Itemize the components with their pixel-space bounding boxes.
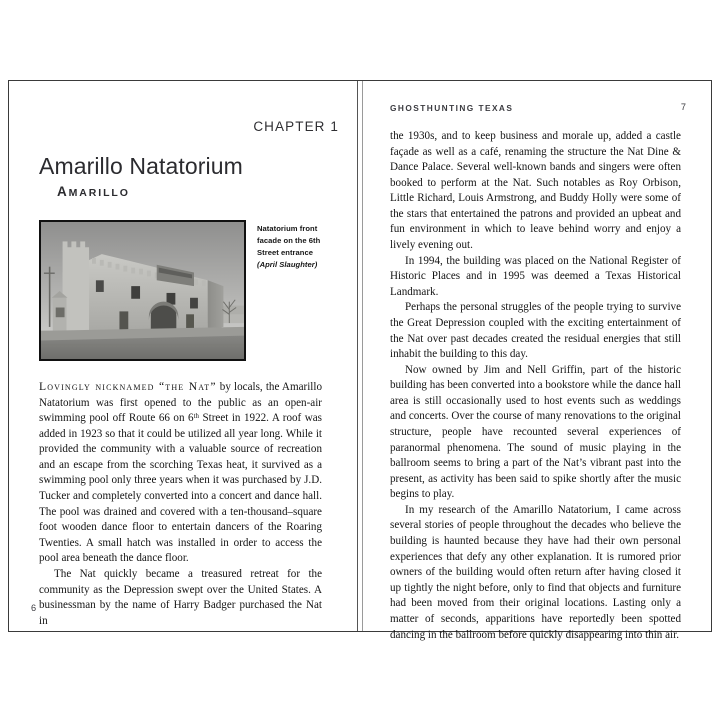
paragraph-text-a: by locals, the Amarillo Natatorium was first opened to the public as an open-air swimming pool off Route 66 on 6 [39,381,322,425]
paragraph: Perhaps the personal struggles of the people trying to survive the Great Depression coupled with the exciting entertainment of the Nat over past decades created the residual energies that still inhabit the building to this day. [390,301,681,361]
left-page [9,81,357,631]
photo-caption-line-2: facade on the 6th [257,235,321,245]
chapter-subtitle-rest: MARILLO [68,187,130,199]
running-head: GHOSTHUNTING TEXAS [390,103,514,113]
paragraph: The Nat quickly became a treasured retreat for the community as the Depression swept over the United States. A businessman by the name of Harry Badger purchased the Nat in [39,567,322,627]
paragraph: In my research of the Amarillo Natatorium, I came across several stories of people throughout the decades who believe the building is haunted because they have had their own personal experiences that defy any other explanation. It is rumored prior owners of the building would often return after having closed it up tightly the night before, only to find that objects and furniture had been moved from their original locations. Lasting only a matter of seconds, apparitions have reportedly been spotted dancing in the ballroom before quickly disappearing into thin air. [390,503,681,641]
folio-left: 6 [31,603,37,613]
photo-credit: (April Slaughter) [257,259,318,269]
photo-caption-line-1: Natatorium front [257,224,318,233]
right-page-body [390,129,681,643]
opening-small-caps: Lovingly nicknamed “the Nat” [39,380,217,393]
paragraph [39,379,322,567]
spine-gutter-line-left [357,81,358,631]
photo-caption-line-3: Street entrance [257,247,314,257]
paragraph: the 1930s, and to keep business and morale up, added a castle façade as well as a café, renaming the structure the Nat Dine & Dance Palace. Several well-known bands and singers were often booked to perform at the Nat. Such notables as Roy Orbison, Little Richard, Louis Armstrong, and Buddy Holly were some of the stars that entertained the patrons and provided an upbeat and fun environment in which to leave behind worry and enjoy a lively evening out. [390,130,681,252]
left-page-body [39,379,322,629]
photo-caption [257,223,341,271]
chapter-subtitle [57,184,130,199]
chapter-label: CHAPTER 1 [253,119,339,134]
natatorium-photo [39,220,246,361]
right-page [363,81,712,641]
book-spread [8,80,712,641]
paragraph: Now owned by Jim and Nell Griffin, part of the historic building has been converted into a bookstore while the dance hall area is still occasionally used to host events such as weddings and concerts. Over the course of many renovations to the original structure, people have recounted several experiences of paranormal phenomena. The sound of music playing in the ballroom seems to bring a part of the Nat’s vibrant past into the present, as activity has been said to spike shortly after the music begins to play. [390,363,681,501]
page-title: Amarillo Natatorium [39,153,243,179]
ordinal-superscript: th [193,413,199,421]
paragraph: In 1994, the building was placed on the National Register of Historic Places and in 1995 was deemed a Texas Historical Landmark. [390,254,681,298]
chapter-subtitle-lead: A [57,184,69,199]
paragraph-text-b: Street in 1922. A roof was added in 1923 so that it could be utilized all year long. While it provided the community with a valuable source of recreation and an escape from the scorching Texas heat, it survived as a swimming pool only three years when it was purchased by J.D. Tucker and completely converted into a concert and dance hall. The pool was drained and covered with a ten-thousand–square foot wooden dance floor to entertain dancers of the Roaring Twenties. A small hatch was installed in order to access the pool area beneath the dance floor. [39,412,322,565]
folio-right: 7 [680,102,686,112]
